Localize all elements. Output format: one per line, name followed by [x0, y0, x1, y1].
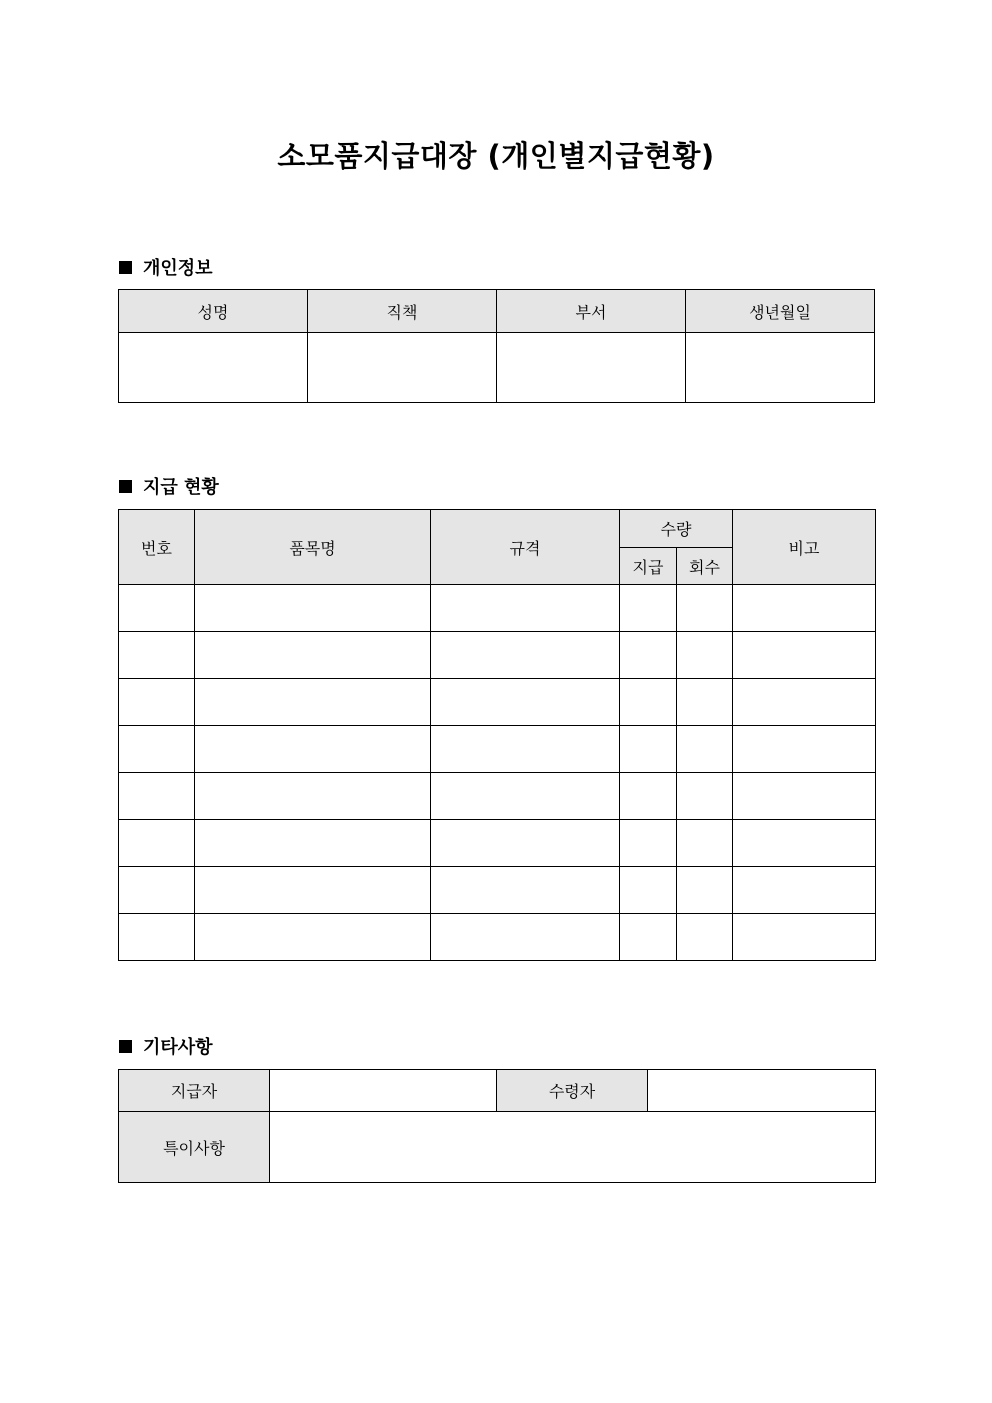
item-name-cell[interactable] [195, 679, 431, 726]
issued-cell[interactable] [620, 820, 677, 867]
personal-info-table [118, 289, 875, 403]
item-name-cell[interactable] [195, 867, 431, 914]
receiver-field[interactable] [648, 1070, 876, 1112]
no-cell[interactable] [119, 679, 195, 726]
count-cell[interactable] [677, 914, 733, 961]
count-cell[interactable] [677, 773, 733, 820]
item-name-cell[interactable] [195, 585, 431, 632]
item-name-cell[interactable] [195, 726, 431, 773]
no-cell[interactable] [119, 773, 195, 820]
column-header-no: 번호 [119, 510, 195, 585]
table-row [119, 867, 876, 914]
spec-cell[interactable] [431, 585, 620, 632]
remarks-cell[interactable] [733, 914, 876, 961]
column-header-item-name: 품목명 [195, 510, 431, 585]
table-row [119, 914, 876, 961]
no-cell[interactable] [119, 820, 195, 867]
remarks-cell[interactable] [733, 820, 876, 867]
no-cell[interactable] [119, 914, 195, 961]
spec-cell[interactable] [431, 914, 620, 961]
issued-cell[interactable] [620, 585, 677, 632]
column-header-issued: 지급 [620, 548, 677, 585]
issued-cell[interactable] [620, 914, 677, 961]
column-header-spec: 규격 [431, 510, 620, 585]
position-field[interactable] [308, 333, 497, 403]
spec-cell[interactable] [431, 726, 620, 773]
issued-cell[interactable] [620, 726, 677, 773]
item-name-cell[interactable] [195, 820, 431, 867]
no-cell[interactable] [119, 867, 195, 914]
spec-cell[interactable] [431, 632, 620, 679]
no-cell[interactable] [119, 726, 195, 773]
table-row [119, 632, 876, 679]
count-cell[interactable] [677, 679, 733, 726]
page-title: 소모품지급대장 (개인별지급현황) [277, 139, 715, 173]
department-field[interactable] [497, 333, 686, 403]
table-row [119, 820, 876, 867]
receiver-label: 수령자 [497, 1070, 648, 1112]
spec-cell[interactable] [431, 679, 620, 726]
remarks-cell[interactable] [733, 679, 876, 726]
table-row [119, 679, 876, 726]
count-cell[interactable] [677, 632, 733, 679]
notes-label: 특이사항 [119, 1112, 270, 1183]
section-heading-label: 개인정보 [143, 258, 213, 279]
no-cell[interactable] [119, 632, 195, 679]
spec-cell[interactable] [431, 820, 620, 867]
table-row [119, 726, 876, 773]
issued-cell[interactable] [620, 679, 677, 726]
issued-cell[interactable] [620, 773, 677, 820]
table-row [119, 773, 876, 820]
column-header-name: 성명 [119, 290, 308, 333]
item-name-cell[interactable] [195, 914, 431, 961]
spec-cell[interactable] [431, 773, 620, 820]
item-name-cell[interactable] [195, 773, 431, 820]
remarks-cell[interactable] [733, 726, 876, 773]
column-header-position: 직책 [308, 290, 497, 333]
remarks-cell[interactable] [733, 773, 876, 820]
count-cell[interactable] [677, 585, 733, 632]
remarks-cell[interactable] [733, 867, 876, 914]
remarks-cell[interactable] [733, 632, 876, 679]
issued-cell[interactable] [620, 867, 677, 914]
notes-field[interactable] [270, 1112, 876, 1183]
section-heading-personal-info [119, 254, 213, 280]
square-bullet-icon [119, 480, 132, 493]
section-heading-label: 지급 현황 [143, 477, 219, 498]
square-bullet-icon [119, 1040, 132, 1053]
column-header-department: 부서 [497, 290, 686, 333]
remarks-cell[interactable] [733, 585, 876, 632]
column-header-quantity: 수량 [620, 510, 733, 548]
spec-cell[interactable] [431, 867, 620, 914]
column-header-birthdate: 생년월일 [686, 290, 875, 333]
no-cell[interactable] [119, 585, 195, 632]
table-row [119, 585, 876, 632]
issuer-field[interactable] [270, 1070, 497, 1112]
count-cell[interactable] [677, 867, 733, 914]
square-bullet-icon [119, 261, 132, 274]
section-heading-supply-status [119, 473, 219, 499]
column-header-count: 회수 [677, 548, 733, 585]
issued-cell[interactable] [620, 632, 677, 679]
other-info-table [118, 1069, 876, 1183]
section-heading-label: 기타사항 [143, 1037, 213, 1058]
section-heading-other [119, 1033, 213, 1059]
birthdate-field[interactable] [686, 333, 875, 403]
supply-status-table [118, 509, 876, 961]
column-header-remarks: 비고 [733, 510, 876, 585]
issuer-label: 지급자 [119, 1070, 270, 1112]
count-cell[interactable] [677, 820, 733, 867]
name-field[interactable] [119, 333, 308, 403]
item-name-cell[interactable] [195, 632, 431, 679]
count-cell[interactable] [677, 726, 733, 773]
